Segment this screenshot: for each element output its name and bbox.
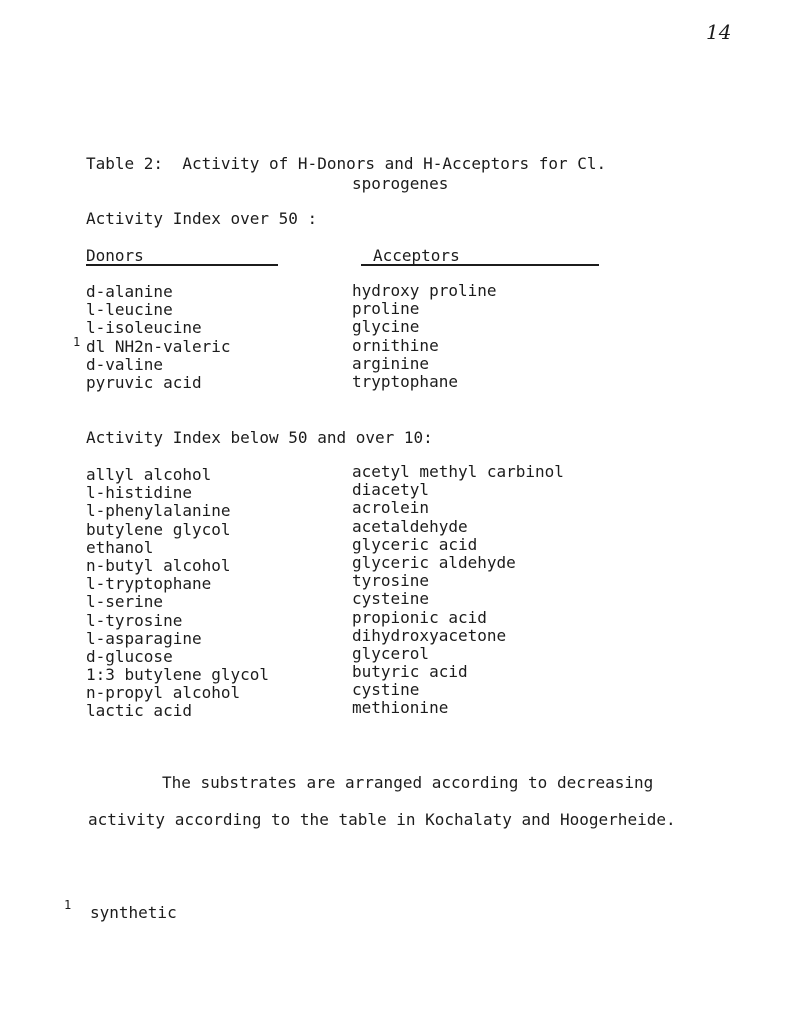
list-item: tryptophane [352, 371, 458, 391]
list-item: 1:3 butylene glycol [86, 665, 270, 685]
acceptors-list-2 [352, 463, 564, 718]
acceptors-list-1 [352, 282, 497, 391]
list-item: butyric acid [352, 662, 468, 682]
list-item: proline [352, 299, 420, 319]
list-item: glycerol [352, 643, 430, 663]
list-item: n-propyl alcohol [86, 683, 241, 703]
list-item: propionic acid [352, 607, 487, 627]
donors-list-2 [86, 466, 269, 721]
list-item: l-histidine [86, 483, 192, 503]
list-item: arginine [352, 353, 430, 373]
list-item: pyruvic acid [86, 372, 202, 392]
table-label: Table 2: [86, 154, 164, 173]
list-item: lactic acid [86, 701, 192, 721]
donors-list-1 [86, 283, 231, 392]
list-item: allyl alcohol [86, 465, 212, 484]
footnote-text: synthetic [90, 903, 177, 922]
list-item: glyceric aldehyde [352, 552, 516, 572]
list-item: tyrosine [352, 571, 430, 591]
list-item: glycine [352, 317, 420, 337]
acceptors-header-underline [361, 264, 599, 266]
list-item: butylene glycol [86, 519, 231, 539]
list-item: l-serine [86, 592, 164, 612]
table-title-continuation: sporogenes [352, 174, 449, 193]
list-item: ornithine [352, 335, 439, 355]
acceptors-header: Acceptors [373, 246, 460, 265]
list-item: d-glucose [86, 646, 173, 666]
list-item: l-tryptophane [86, 574, 212, 594]
donors-header-underline [86, 264, 278, 266]
list-item: diacetyl [352, 480, 430, 500]
section-1-heading: Activity Index over 50 : [86, 209, 318, 228]
paragraph-line-1: The substrates are arranged according to decreasing [162, 773, 654, 792]
list-item: cysteine [352, 589, 430, 609]
list-item: l-tyrosine [86, 610, 183, 630]
list-item: l-leucine [86, 300, 173, 320]
section-2-heading: Activity Index below 50 and over 10: [86, 428, 433, 447]
list-item: cystine [352, 680, 420, 700]
list-item: acrolein [352, 498, 430, 518]
list-item: ethanol [86, 537, 154, 557]
footnote-mark: 1 [64, 898, 72, 912]
list-item: glyceric acid [352, 534, 478, 554]
page-number: 14 [706, 20, 732, 44]
list-item: acetaldehyde [352, 516, 468, 536]
table-title-text: Activity of H-Donors and H-Acceptors for Cl. [182, 154, 607, 173]
donors-header: Donors [86, 246, 144, 265]
list-item: l-asparagine [86, 628, 202, 648]
list-item: hydroxy proline [352, 281, 497, 300]
paragraph-line-2: activity according to the table in Kochalaty and Hoogerheide. [88, 810, 676, 829]
table-title [86, 154, 606, 173]
list-item: dihydroxyacetone [352, 625, 507, 645]
list-item: acetyl methyl carbinol [352, 462, 564, 481]
list-item: d-alanine [86, 282, 173, 301]
list-item: l-phenylalanine [86, 501, 231, 521]
footnote-reference-mark: 1 [73, 335, 81, 349]
list-item: d-valine [86, 354, 164, 374]
list-item: n-butyl alcohol [86, 555, 231, 575]
list-item: methionine [352, 698, 449, 718]
list-item: dl NH2n-valeric [86, 336, 231, 356]
list-item: l-isoleucine [86, 318, 202, 338]
